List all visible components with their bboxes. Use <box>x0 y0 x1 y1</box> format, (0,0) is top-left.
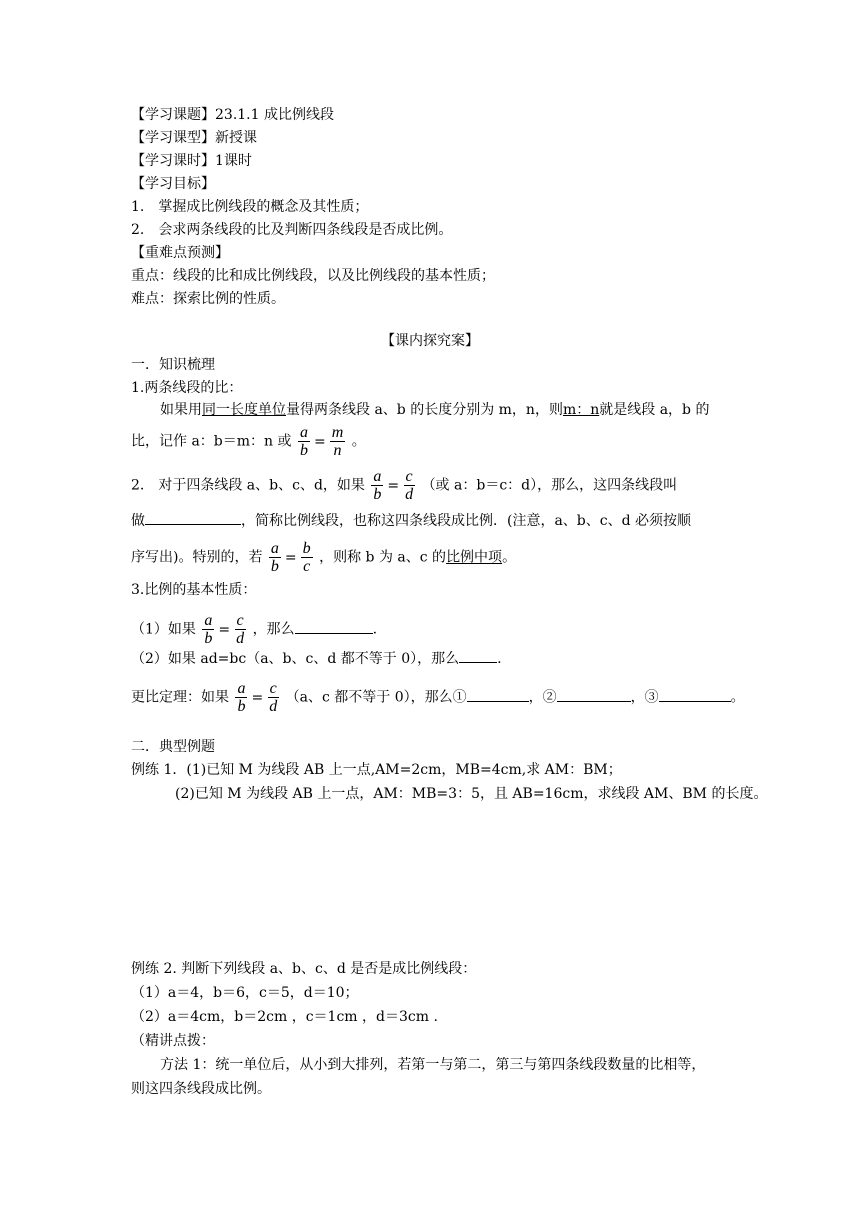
method-1-line1: 方法 1：统一单位后，从小到大排列，若第一与第二，第三与第四条线段数量的比相等， <box>160 1057 706 1073</box>
fraction-c-over-d: $\frac{c}{d}$ <box>269 680 278 715</box>
goals-title: 【学习目标】 <box>131 176 215 192</box>
fraction-a-over-b: $\frac{a}{b}$ <box>237 680 246 715</box>
part1-heading: 一．知识梳理 <box>131 357 215 373</box>
underlined-term-ratio: m：n <box>562 402 600 418</box>
fraction-m-over-n: $\frac{m}{n}$ <box>331 424 344 459</box>
key-point: 重点：线段的比和成比例线段，以及比例线段的基本性质； <box>131 268 495 284</box>
goal-1: 1. 掌握成比例线段的概念及其性质； <box>131 199 369 215</box>
fraction-c-over-d: $\frac{c}{d}$ <box>236 612 245 647</box>
property-1: （1）如果 $\frac{a}{b}$ = $\frac{c}{d}$ ，那么 . <box>131 612 378 647</box>
item3-title: 3.比例的基本性质： <box>131 582 257 598</box>
example2-case1: （1）a＝4，b＝6，c＝5，d＝10； <box>131 985 359 1001</box>
fraction-a-over-b: $\frac{a}{b}$ <box>270 540 279 575</box>
alternation-theorem: 更比定理：如果 $\frac{a}{b}$ = $\frac{c}{d}$ （a、c 都不等于 0），那么① ，② ，③ 。 <box>131 680 745 715</box>
fraction-a-over-b: $\frac{a}{b}$ <box>204 612 213 647</box>
item2-line3: 序写出)。特别的，若 $\frac{a}{b}$ = $\frac{b}{c}$ ，则称 b 为 a、c 的比例中项。 <box>131 540 517 575</box>
item1-line2: 比，记作 a：b＝m：n 或 $\frac{a}{b}$ = $\frac{m}{n}$ 。 <box>131 424 366 459</box>
fill-blank[interactable] <box>145 510 241 525</box>
example2-hint: （精讲点拨： <box>131 1033 215 1049</box>
item1-title: 1.两条线段的比： <box>131 380 243 396</box>
lesson-type: 【学习课型】新授课 <box>131 130 257 146</box>
underlined-term-mean: 比例中项 <box>446 549 503 566</box>
fraction-b-over-c: $\frac{b}{c}$ <box>302 540 311 575</box>
section-title: 【课内探究案】 <box>381 333 479 349</box>
fraction-c-over-d: $\frac{c}{d}$ <box>405 468 414 503</box>
fill-blank[interactable] <box>459 648 497 663</box>
fraction-a-over-b: $\frac{a}{b}$ <box>299 424 308 459</box>
key-title: 【重难点预测】 <box>131 245 229 261</box>
method-1-line2: 则这四条线段成比例。 <box>131 1081 271 1097</box>
example1-line2: (2)已知 M 为线段 AB 上一点，AM：MB=3：5，且 AB=16cm，求线段 AM、BM 的长度。 <box>175 786 768 802</box>
lesson-hours: 【学习课时】1课时 <box>131 153 252 169</box>
item2-line1: 2. 对于四条线段 a、b、c、d，如果 $\frac{a}{b}$ = $\frac{c}{d}$ （或 a：b＝c：d），那么，这四条线段叫 <box>131 468 678 503</box>
example1-line1: 例练 1．(1)已知 M 为线段 AB 上一点,AM=2cm，MB=4cm,求 AM：BM； <box>131 762 622 778</box>
goal-2: 2. 会求两条线段的比及判断四条线段是否成比例。 <box>131 222 453 238</box>
lesson-topic: 【学习课题】23.1.1 成比例线段 <box>131 107 334 123</box>
fill-blank[interactable] <box>557 687 631 702</box>
part2-heading: 二．典型例题 <box>131 739 215 755</box>
fill-blank[interactable] <box>467 687 529 702</box>
underlined-term-unit: 同一长度单位 <box>202 402 286 418</box>
fraction-a-over-b: $\frac{a}{b}$ <box>373 468 382 503</box>
difficult-point: 难点：探索比例的性质。 <box>131 291 285 307</box>
property-2: （2）如果 ad=bc（a、b、c、d 都不等于 0），那么 . <box>131 648 502 669</box>
item1-line1: 如果用同一长度单位量得两条线段 a、b 的长度分别为 m，n，则m：n就是线段 a，b 的 <box>160 402 710 418</box>
fill-blank[interactable] <box>295 619 373 634</box>
example2-title: 例练 2. 判断下列线段 a、b、c、d 是否是成比例线段： <box>131 961 477 977</box>
example2-case2: （2）a＝4cm，b＝2cm ，c＝1cm ，d＝3cm . <box>131 1009 438 1025</box>
fill-blank[interactable] <box>659 687 731 702</box>
item2-line2: 做 ，简称比例线段，也称这四条线段成比例．(注意，a、b、c、d 必须按顺 <box>131 510 691 531</box>
